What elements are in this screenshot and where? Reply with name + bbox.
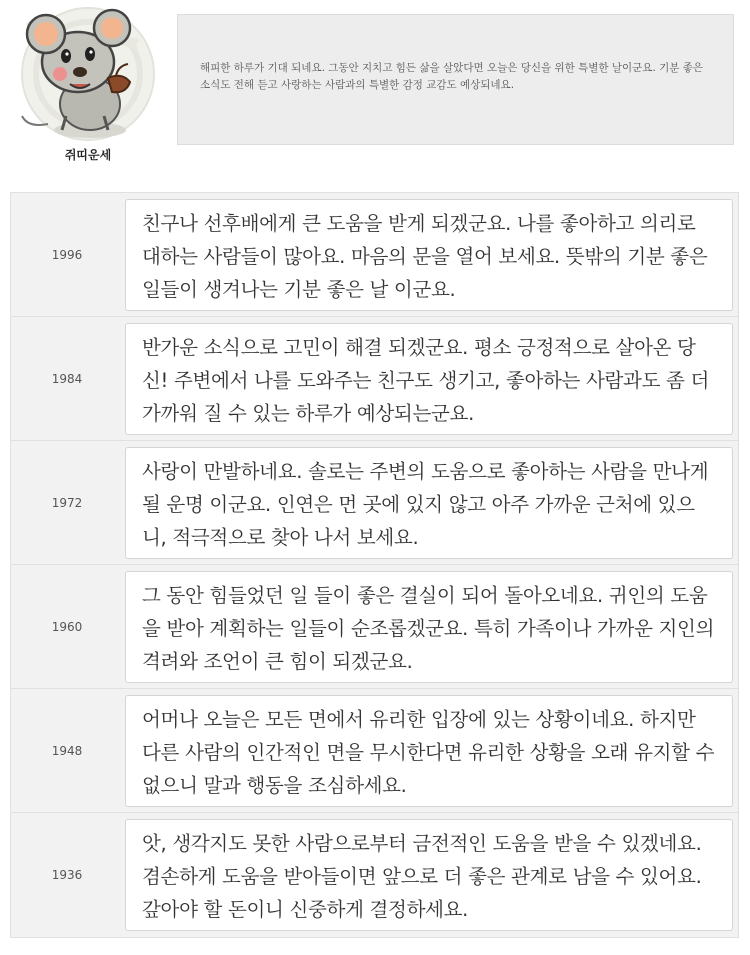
daily-summary-text: 해피한 하루가 기대 되네요. 그동안 지치고 힘든 삶을 살았다면 오늘은 당신을 위한 특별한 날이군요. 기분 좋은 소식도 전해 듣고 사랑하는 사람과의 특별한 감정 교감도 예상되네요.: [200, 62, 704, 91]
fortune-text: 어머나 오늘은 모든 면에서 유리한 입장에 있는 상황이네요. 하지만 다른 사람의 인간적인 면을 무시한다면 유리한 상황을 오래 유지할 수 없으니 말과 행동을 조심하세요.: [142, 708, 715, 797]
birth-year: 1960: [51, 619, 83, 634]
table-row: [11, 317, 738, 441]
table-row: [11, 441, 738, 565]
table-row: [11, 689, 738, 813]
fortune-text: 친구나 선후배에게 큰 도움을 받게 되겠군요. 나를 좋아하고 의리로 대하는 사람들이 많아요. 마음의 문을 열어 보세요. 뜻밖의 기분 좋은 일들이 생겨나는 기분 좋은 날 이군요.: [142, 212, 708, 301]
daily-summary-box: [177, 14, 734, 145]
fortune-text-box: [125, 819, 733, 931]
table-row: [11, 565, 738, 689]
rat-mascot-icon: [8, 4, 168, 149]
table-row: [11, 193, 738, 317]
fortune-text-box: [125, 199, 733, 311]
fortune-by-year-table: [10, 192, 739, 938]
birth-year: 1948: [51, 743, 83, 758]
fortune-text: 사랑이 만발하네요. 솔로는 주변의 도움으로 좋아하는 사람을 만나게 될 운명 이군요. 인연은 먼 곳에 있지 않고 아주 가까운 근처에 있으니, 적극적으로 찾아 나서 보세요.: [142, 460, 709, 549]
fortune-text: 앗, 생각지도 못한 사람으로부터 금전적인 도움을 받을 수 있겠네요. 겸손하게 도움을 받아들이면 앞으로 더 좋은 관계로 남을 수 있어요. 갚아야 할 돈이니 신중하게 결정하세요.: [142, 832, 702, 921]
header: [0, 0, 750, 180]
zodiac-label: 쥐띠운세: [64, 148, 112, 162]
fortune-text-box: [125, 447, 733, 559]
birth-year: 1936: [51, 868, 83, 882]
fortune-text: 반가운 소식으로 고민이 해결 되겠군요. 평소 긍정적으로 살아온 당신! 주변에서 나를 도와주는 친구도 생기고, 좋아하는 사람과도 좀 더 가까워 질 수 있는 하루가 예상되는군요.: [142, 336, 710, 425]
fortune-text-box: [125, 695, 733, 807]
zodiac-badge: [8, 4, 168, 166]
birth-year: 1984: [51, 371, 83, 386]
fortune-text: 그 동안 힘들었던 일 들이 좋은 결실이 되어 돌아오네요. 귀인의 도움을 받아 계획하는 일들이 순조롭겠군요. 특히 가족이나 가까운 지인의 격려와 조언이 큰 힘이 되겠군요.: [142, 584, 715, 673]
table-row: [11, 813, 738, 937]
birth-year: 1996: [51, 247, 83, 262]
birth-year: 1972: [51, 495, 83, 510]
fortune-text-box: [125, 571, 733, 683]
fortune-text-box: [125, 323, 733, 435]
